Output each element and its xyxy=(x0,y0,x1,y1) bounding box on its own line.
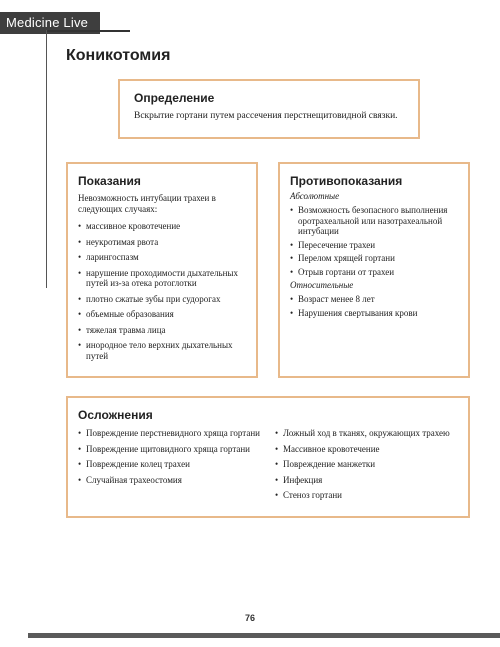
complications-columns xyxy=(78,428,460,506)
relative-list xyxy=(290,294,460,318)
list-item: • объемные образования xyxy=(78,309,248,320)
list-item: • плотно сжатые зубы при судорогах xyxy=(78,294,248,305)
list-item: • Случайная трахеостомия xyxy=(78,475,263,486)
list-item: • Инфекция xyxy=(275,475,460,486)
list-item: • Перелом хрящей гортани xyxy=(290,253,460,264)
complications-list-right xyxy=(275,428,460,506)
list-item: • неукротимая рвота xyxy=(78,237,248,248)
list-item: • Отрыв гортани от трахеи xyxy=(290,267,460,278)
definition-heading: Определение xyxy=(134,91,215,105)
list-item: • массивное кровотечение xyxy=(78,221,248,232)
list-item: • Повреждение колец трахеи xyxy=(78,459,263,470)
absolute-subheading: Абсолютные xyxy=(290,191,340,201)
relative-subheading: Относительные xyxy=(290,280,354,290)
definition-text: Вскрытие гортани путем рассечения перстнещитовидной связки. xyxy=(134,111,398,121)
contraindications-heading: Противопоказания xyxy=(290,174,403,188)
page-title: Коникотомия xyxy=(66,47,171,64)
list-item: • Ложный ход в тканях, окружающих трахею xyxy=(275,428,460,439)
margin-rule xyxy=(46,30,47,288)
complications-heading: Осложнения xyxy=(78,408,153,422)
complications-list-left xyxy=(78,428,263,506)
indications-list xyxy=(78,221,248,361)
list-item: • нарушение проходимости дыхательных путей из-за отека ротоглотки xyxy=(78,268,248,289)
complications-box xyxy=(66,396,470,518)
list-item: • Массивное кровотечение xyxy=(275,444,460,455)
list-item: • Возраст менее 8 лет xyxy=(290,294,460,305)
list-item: • ларингоспазм xyxy=(78,252,248,263)
list-item: • Повреждение перстневидного хряща гортани xyxy=(78,428,263,439)
indications-intro: Невозможность интубации трахеи в следующих случаях: xyxy=(78,193,216,214)
footer-bar xyxy=(28,633,500,638)
absolute-list xyxy=(290,205,460,277)
indications-heading: Показания xyxy=(78,174,141,188)
header-rule xyxy=(46,30,130,32)
list-item: • Стеноз гортани xyxy=(275,490,460,501)
list-item: • тяжелая травма лица xyxy=(78,325,248,336)
list-item: • Возможность безопасного выполнения оротрахеальной или назотрахеальной интубации xyxy=(290,205,460,237)
indications-box xyxy=(66,162,258,378)
list-item: • Повреждение манжетки xyxy=(275,459,460,470)
contraindications-box xyxy=(278,162,470,378)
list-item: • Повреждение щитовидного хряща гортани xyxy=(78,444,263,455)
list-item: • Нарушения свертывания крови xyxy=(290,308,460,319)
watermark-badge: Medicine Live xyxy=(0,12,100,34)
definition-box xyxy=(118,79,420,139)
page-number: 76 xyxy=(244,613,255,623)
list-item: • Пересечение трахеи xyxy=(290,240,460,251)
list-item: • инородное тело верхних дыхательных путей xyxy=(78,340,248,361)
